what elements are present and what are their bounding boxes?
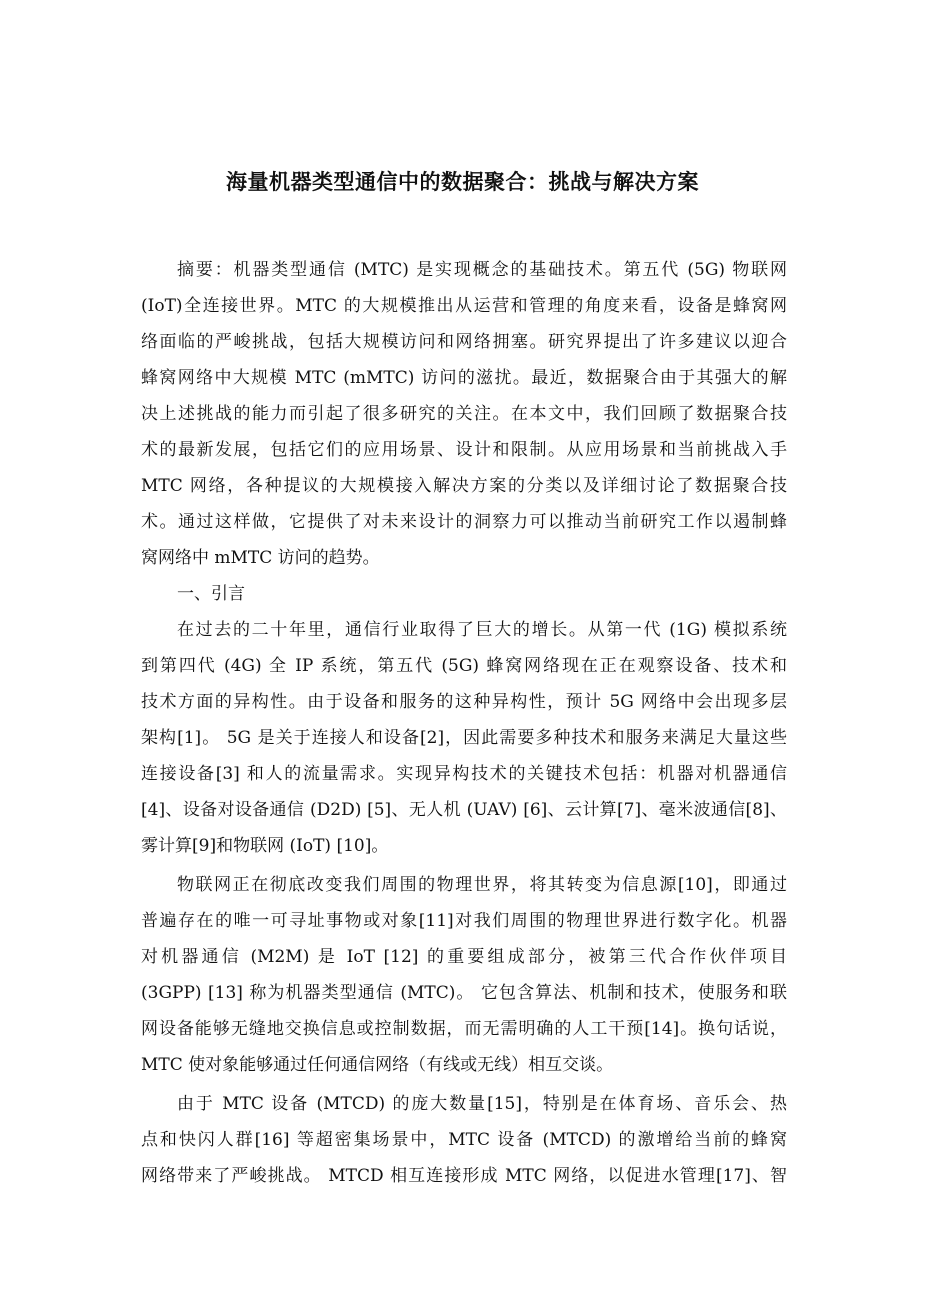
paragraph-line: 雾计算[9]和物联网 (IoT) [10]。 xyxy=(141,836,389,856)
paragraph-line: 到第四代 (4G) 全 IP 系统，第五代 (5G) 蜂窝网络现在正在观察设备、技术和 xyxy=(141,656,787,676)
paragraph-line: 对机器通信 (M2M) 是 IoT [12] 的重要组成部分，被第三代合作伙伴项目 xyxy=(141,947,787,967)
paragraph-line: 普遍存在的唯一可寻址事物或对象[11]对我们周围的物理世界进行数字化。机器 xyxy=(141,911,787,931)
abstract-line: MTC 网络，各种提议的大规模接入解决方案的分类以及详细讨论了数据聚合技 xyxy=(141,476,787,496)
paragraph-line: 在过去的二十年里，通信行业取得了巨大的增长。从第一代 (1G) 模拟系统 xyxy=(177,620,787,640)
abstract-line: 术。通过这样做，它提供了对未来设计的洞察力可以推动当前研究工作以遏制蜂 xyxy=(141,512,787,532)
abstract-line: 窝网络中 mMTC 访问的趋势。 xyxy=(141,548,380,568)
abstract-line: 络面临的严峻挑战，包括大规模访问和网络拥塞。研究界提出了许多建议以迎合 xyxy=(141,332,787,352)
paragraph-line: 连接设备[3] 和人的流量需求。实现异构技术的关键技术包括：机器对机器通信 xyxy=(141,764,787,784)
paragraph-line: MTC 使对象能够通过任何通信网络（有线或无线）相互交谈。 xyxy=(141,1055,614,1075)
abstract-line: 蜂窝网络中大规模 MTC (mMTC) 访问的滋扰。最近，数据聚合由于其强大的解 xyxy=(141,368,787,388)
paragraph-line: 网络带来了严峻挑战。 MTCD 相互连接形成 MTC 网络，以促进水管理[17]、智 xyxy=(141,1166,787,1186)
paragraph-line: [4]、设备对设备通信 (D2D) [5]、无人机 (UAV) [6]、云计算[7]、毫米波通信[8]、 xyxy=(141,800,787,820)
section-heading: 一、引言 xyxy=(177,584,245,604)
paragraph-line: 物联网正在彻底改变我们周围的物理世界，将其转变为信息源[10]，即通过 xyxy=(177,875,787,895)
abstract-line: 摘要：机器类型通信 (MTC) 是实现概念的基础技术。第五代 (5G) 物联网 xyxy=(177,260,787,280)
paragraph-line: (3GPP) [13] 称为机器类型通信 (MTC)。 它包含算法、机制和技术，使服务和联 xyxy=(141,983,787,1003)
paragraph-line: 点和快闪人群[16] 等超密集场景中，MTC 设备 (MTCD) 的激增给当前的蜂窝 xyxy=(141,1130,787,1150)
paragraph-line: 由于 MTC 设备 (MTCD) 的庞大数量[15]，特别是在体育场、音乐会、热 xyxy=(177,1094,787,1114)
paragraph-line: 技术方面的异构性。由于设备和服务的这种异构性，预计 5G 网络中会出现多层 xyxy=(141,692,787,712)
abstract-line: 术的最新发展，包括它们的应用场景、设计和限制。从应用场景和当前挑战入手 xyxy=(141,440,787,460)
abstract-line: (IoT)全连接世界。MTC 的大规模推出从运营和管理的角度来看，设备是蜂窝网 xyxy=(141,296,787,316)
paragraph-line: 架构[1]。 5G 是关于连接人和设备[2]，因此需要多种技术和服务来满足大量这些 xyxy=(141,728,787,748)
paragraph-line: 网设备能够无缝地交换信息或控制数据，而无需明确的人工干预[14]。换句话说， xyxy=(141,1019,787,1039)
page-title: 海量机器类型通信中的数据聚合：挑战与解决方案 xyxy=(226,170,699,194)
abstract-line: 决上述挑战的能力而引起了很多研究的关注。在本文中，我们回顾了数据聚合技 xyxy=(141,404,787,424)
